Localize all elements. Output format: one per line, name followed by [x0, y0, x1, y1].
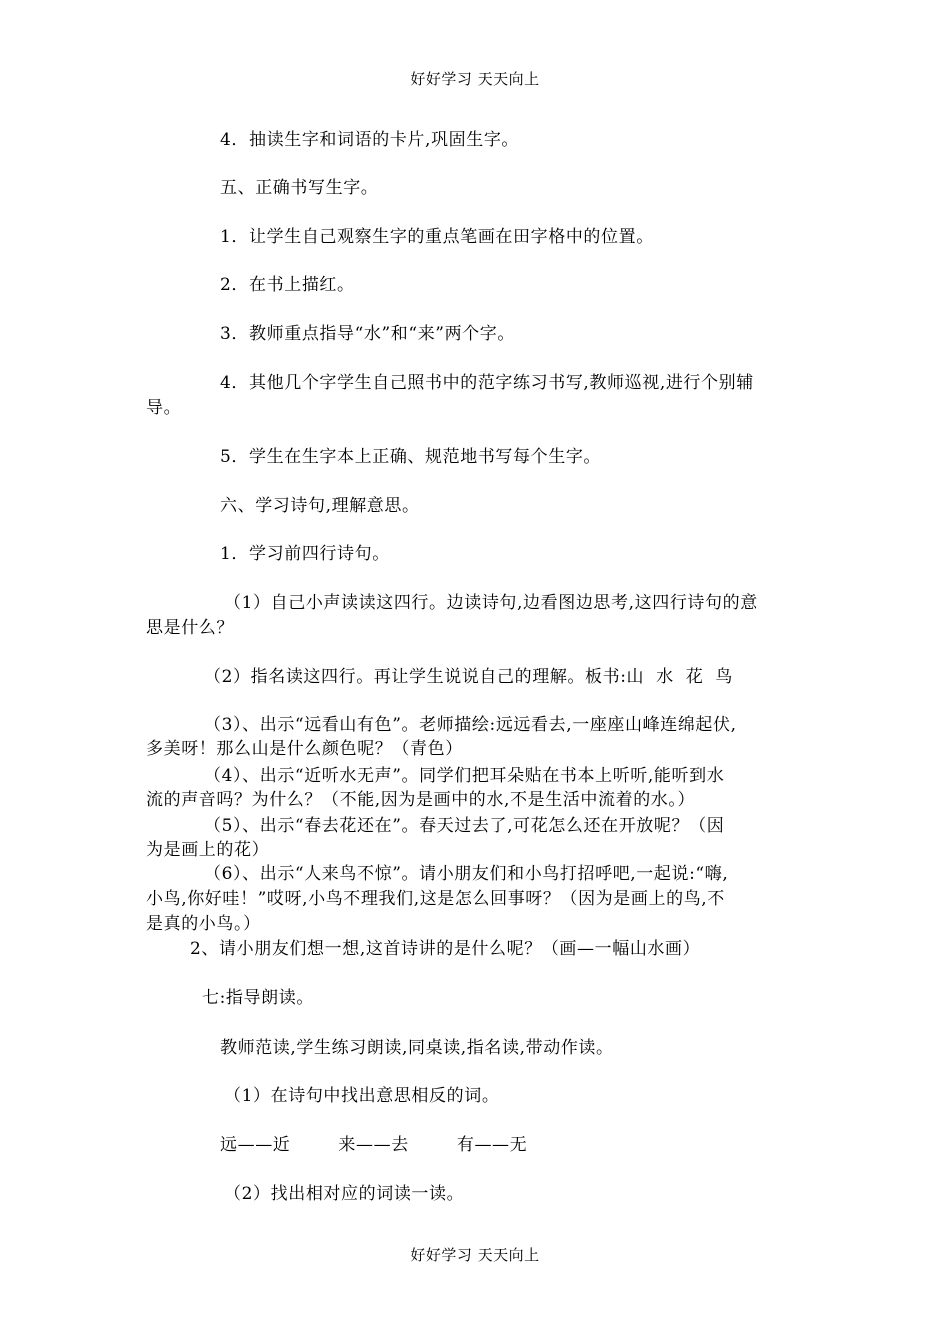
text-line: 4．抽读生字和词语的卡片,巩固生字。 [220, 130, 520, 150]
text-line: 2、请小朋友们想一想,这首诗讲的是什么呢？（画—一幅山水画） [190, 939, 701, 959]
text-line: 流的声音吗？为什么？（不能,因为是画中的水,不是生活中流着的水。） [146, 790, 696, 810]
text-line: （5）、出示“春去花还在”。春天过去了,可花怎么还在开放呢？（因 [204, 816, 725, 836]
text-line: 是真的小鸟。） [146, 914, 261, 934]
text-line: （1）自己小声读读这四行。边读诗句,边看图边思考,这四行诗句的意 [224, 593, 758, 613]
section-heading: 七:指导朗读。 [202, 988, 314, 1008]
text-line: 思是什么？ [146, 618, 234, 638]
text-line: （6）、出示“人来鸟不惊”。请小朋友们和小鸟打招呼吧,一起说:“嗨, [204, 864, 729, 884]
text-line: 小鸟,你好哇！”哎呀,小鸟不理我们,这是怎么回事呀？（因为是画上的鸟,不 [146, 889, 725, 909]
section-heading: 五、正确书写生字。 [220, 178, 379, 198]
text-line: （2）指名读这四行。再让学生说说自己的理解。板书:山 水 花 鸟 [204, 667, 733, 687]
text-line: （4）、出示“近听水无声”。同学们把耳朵贴在书本上听听,能听到水 [204, 766, 725, 786]
text-line: （2）找出相对应的词读一读。 [224, 1184, 465, 1204]
text-line: 远——近 来——去 有——无 [220, 1135, 528, 1155]
section-heading: 六、学习诗句,理解意思。 [220, 496, 420, 516]
text-line: 5．学生在生字本上正确、规范地书写每个生字。 [220, 447, 602, 467]
text-line: 1．学习前四行诗句。 [220, 544, 390, 564]
text-line: 3．教师重点指导“水”和“来”两个字。 [220, 324, 515, 344]
text-line: 4．其他几个字学生自己照书中的范字练习书写,教师巡视,进行个别辅 [220, 373, 754, 393]
text-line: 2．在书上描红。 [220, 275, 355, 295]
page-header: 好好学习 天天向上 [410, 70, 540, 88]
page-footer: 好好学习 天天向上 [410, 1246, 540, 1264]
text-line: 为是画上的花） [146, 840, 270, 860]
text-line: 教师范读,学生练习朗读,同桌读,指名读,带动作读。 [220, 1038, 614, 1058]
text-line: 1．让学生自己观察生字的重点笔画在田字格中的位置。 [220, 227, 654, 247]
text-line: （1）在诗句中找出意思相反的词。 [224, 1086, 500, 1106]
text-line: 多美呀！那么山是什么颜色呢？（青色） [146, 739, 463, 759]
text-line: 导。 [146, 398, 182, 418]
text-line: （3）、出示“远看山有色”。老师描绘:远远看去,一座座山峰连绵起伏, [204, 715, 737, 735]
